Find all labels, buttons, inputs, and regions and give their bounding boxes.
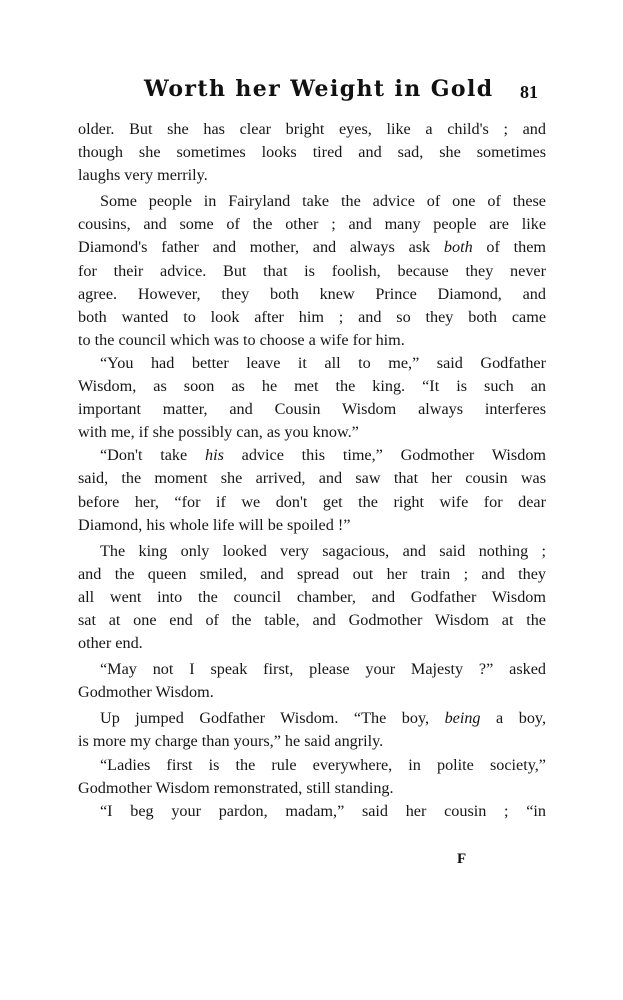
text-line: Some people in Fairyland take the advice of one of these — [100, 192, 546, 211]
text-line: sat at one end of the table, and Godmother Wisdom at the — [78, 610, 546, 629]
text-line: “Ladies first is the rule everywhere, in polite society,” — [100, 755, 546, 774]
text-line: though she sometimes looks tired and sad, she sometimes — [78, 143, 546, 162]
running-head — [144, 76, 494, 106]
text-line: is more my charge than yours,” he said angrily. — [78, 732, 384, 751]
text-line: Wisdom, as soon as he met the king. “It is such an — [78, 377, 546, 396]
text-line: Godmother Wisdom. — [78, 683, 214, 702]
text-line: said, the moment she arrived, and saw that her cousin was — [78, 469, 546, 488]
text-line: agree. However, they both knew Prince Diamond, and — [78, 284, 546, 303]
text-line: older. But she has clear bright eyes, like a child's ; and — [78, 120, 546, 138]
text-line: Up jumped Godfather Wisdom. “The boy, being a boy, — [100, 709, 546, 728]
text-line: both wanted to look after him ; and so they both came — [78, 307, 546, 326]
text-line: “I beg your pardon, madam,” said her cousin ; “in — [100, 801, 546, 820]
page-number: 81 — [520, 82, 538, 102]
text-line: “You had better leave it all to me,” said Godfather — [100, 353, 546, 372]
text-line: “Don't take his advice this time,” Godmother Wisdom — [100, 446, 547, 465]
text-line: all went into the council chamber, and Godfather Wisdom — [78, 587, 546, 606]
text-line: and the queen smiled, and spread out her train ; and they — [78, 564, 546, 583]
text-line: “May not I speak first, please your Majesty ?” asked — [100, 660, 546, 679]
text-line: before her, “for if we don't get the right wife for dear — [78, 492, 546, 511]
text-line: Diamond's father and mother, and always ask both of them — [78, 238, 546, 257]
text-line: Diamond, his whole life will be spoiled !” — [78, 515, 351, 534]
running-title: Worth her Weight in Gold — [144, 76, 494, 102]
body-text — [78, 118, 546, 823]
text-line: with me, if she possibly can, as you know.” — [78, 423, 359, 442]
signature-mark: F — [457, 851, 467, 867]
text-line: The king only looked very sagacious, and said nothing ; — [100, 541, 546, 560]
text-line: other end. — [78, 634, 143, 653]
text-line: cousins, and some of the other ; and many people are like — [78, 215, 546, 234]
text-line: laughs very merrily. — [78, 166, 208, 185]
text-line: important matter, and Cousin Wisdom always interferes — [78, 400, 546, 419]
text-line: for their advice. But that is foolish, because they never — [78, 261, 546, 280]
text-line: Godmother Wisdom remonstrated, still standing. — [78, 778, 394, 797]
text-line: to the council which was to choose a wife for him. — [78, 330, 405, 349]
